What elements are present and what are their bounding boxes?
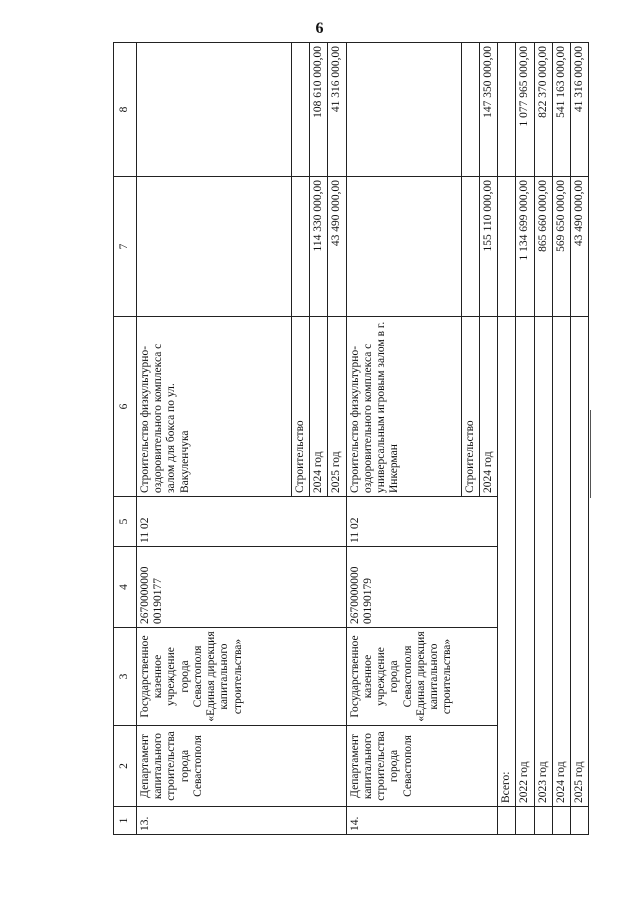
totals-year: 2023 год: [534, 317, 552, 807]
value-cell: [137, 177, 292, 317]
budget-table-container: [113, 43, 585, 835]
totals-row: [534, 43, 552, 835]
totals-cell: [552, 807, 570, 835]
rotated-table: [113, 43, 585, 835]
object-name-cell: Строительство физкультурно-оздоровительного комплекса с универсальным игровым залом в г. Инкерман: [346, 317, 461, 497]
value-cell: [461, 177, 479, 317]
row-number: 13.: [137, 807, 347, 835]
value-cell: 1 134 699 000,00: [516, 177, 534, 317]
totals-cell: [534, 807, 552, 835]
value-cell: 43 490 000,00: [328, 177, 346, 317]
department-cell: Департамент капитального строительства города Севастополя: [137, 726, 347, 807]
value-cell: 114 330 000,00: [310, 177, 328, 317]
value-cell: [292, 43, 310, 177]
code-cell: 2670000000 00190177: [137, 547, 347, 628]
value-cell: 147 350 000,00: [479, 43, 497, 177]
totals-year: 2024 год: [552, 317, 570, 807]
object-name-cell: Строительство физкультурно-оздоровительного комплекса с залом для бокса по ул. Вакуленчука: [137, 317, 292, 497]
subrow-label: Строительство: [461, 317, 479, 497]
totals-cell: [516, 807, 534, 835]
subrow-label: 2025 год: [328, 317, 346, 497]
row-number: 14.: [346, 807, 497, 835]
header-cell: 7: [114, 177, 137, 317]
value-cell: 43 490 000,00: [570, 177, 588, 317]
department-cell: Департамент капитального строительства города Севастополя: [346, 726, 497, 807]
value-cell: 822 370 000,00: [534, 43, 552, 177]
header-row: [114, 43, 137, 835]
header-cell: 6: [114, 317, 137, 497]
value-cell: 541 163 000,00: [552, 43, 570, 177]
subrow-label: 2024 год: [479, 317, 497, 497]
organization-cell: Государственное казенное учреждение города Севастополя «Единая дирекция капитального строительства»: [137, 628, 347, 726]
value-cell: [498, 177, 516, 317]
budget-table: [113, 42, 589, 835]
value-cell: [461, 43, 479, 177]
header-cell: 2: [114, 726, 137, 807]
value-cell: 155 110 000,00: [479, 177, 497, 317]
value-cell: [292, 177, 310, 317]
table-row: [137, 43, 292, 835]
page-number: 6: [315, 20, 324, 37]
header-cell: 3: [114, 628, 137, 726]
totals-year: 2022 год: [516, 317, 534, 807]
value-cell: 865 660 000,00: [534, 177, 552, 317]
value-cell: [346, 43, 461, 177]
totals-row: [570, 43, 588, 835]
value-cell: 569 650 000,00: [552, 177, 570, 317]
totals-row: [498, 43, 516, 835]
value-cell: [346, 177, 461, 317]
totals-year: 2025 год: [570, 317, 588, 807]
totals-row: [516, 43, 534, 835]
header-cell: 8: [114, 43, 137, 177]
value-cell: 41 316 000,00: [570, 43, 588, 177]
value-cell: [137, 43, 292, 177]
totals-cell: [498, 807, 516, 835]
section-cell: 11 02: [346, 497, 497, 547]
header-cell: 4: [114, 547, 137, 628]
subrow-label: 2024 год: [310, 317, 328, 497]
code-cell: 2670000000 00190179: [346, 547, 497, 628]
margin-line: [590, 410, 591, 498]
organization-cell: Государственное казенное учреждение города Севастополя «Единая дирекция капитального строительства»: [346, 628, 497, 726]
totals-row: [552, 43, 570, 835]
section-cell: 11 02: [137, 497, 347, 547]
totals-label: Всего:: [498, 317, 516, 807]
value-cell: 41 316 000,00: [328, 43, 346, 177]
table-row: [346, 43, 461, 835]
value-cell: 1 077 965 000,00: [516, 43, 534, 177]
totals-cell: [570, 807, 588, 835]
value-cell: [498, 43, 516, 177]
header-cell: 1: [114, 807, 137, 835]
subrow-label: Строительство: [292, 317, 310, 497]
value-cell: 108 610 000,00: [310, 43, 328, 177]
header-cell: 5: [114, 497, 137, 547]
